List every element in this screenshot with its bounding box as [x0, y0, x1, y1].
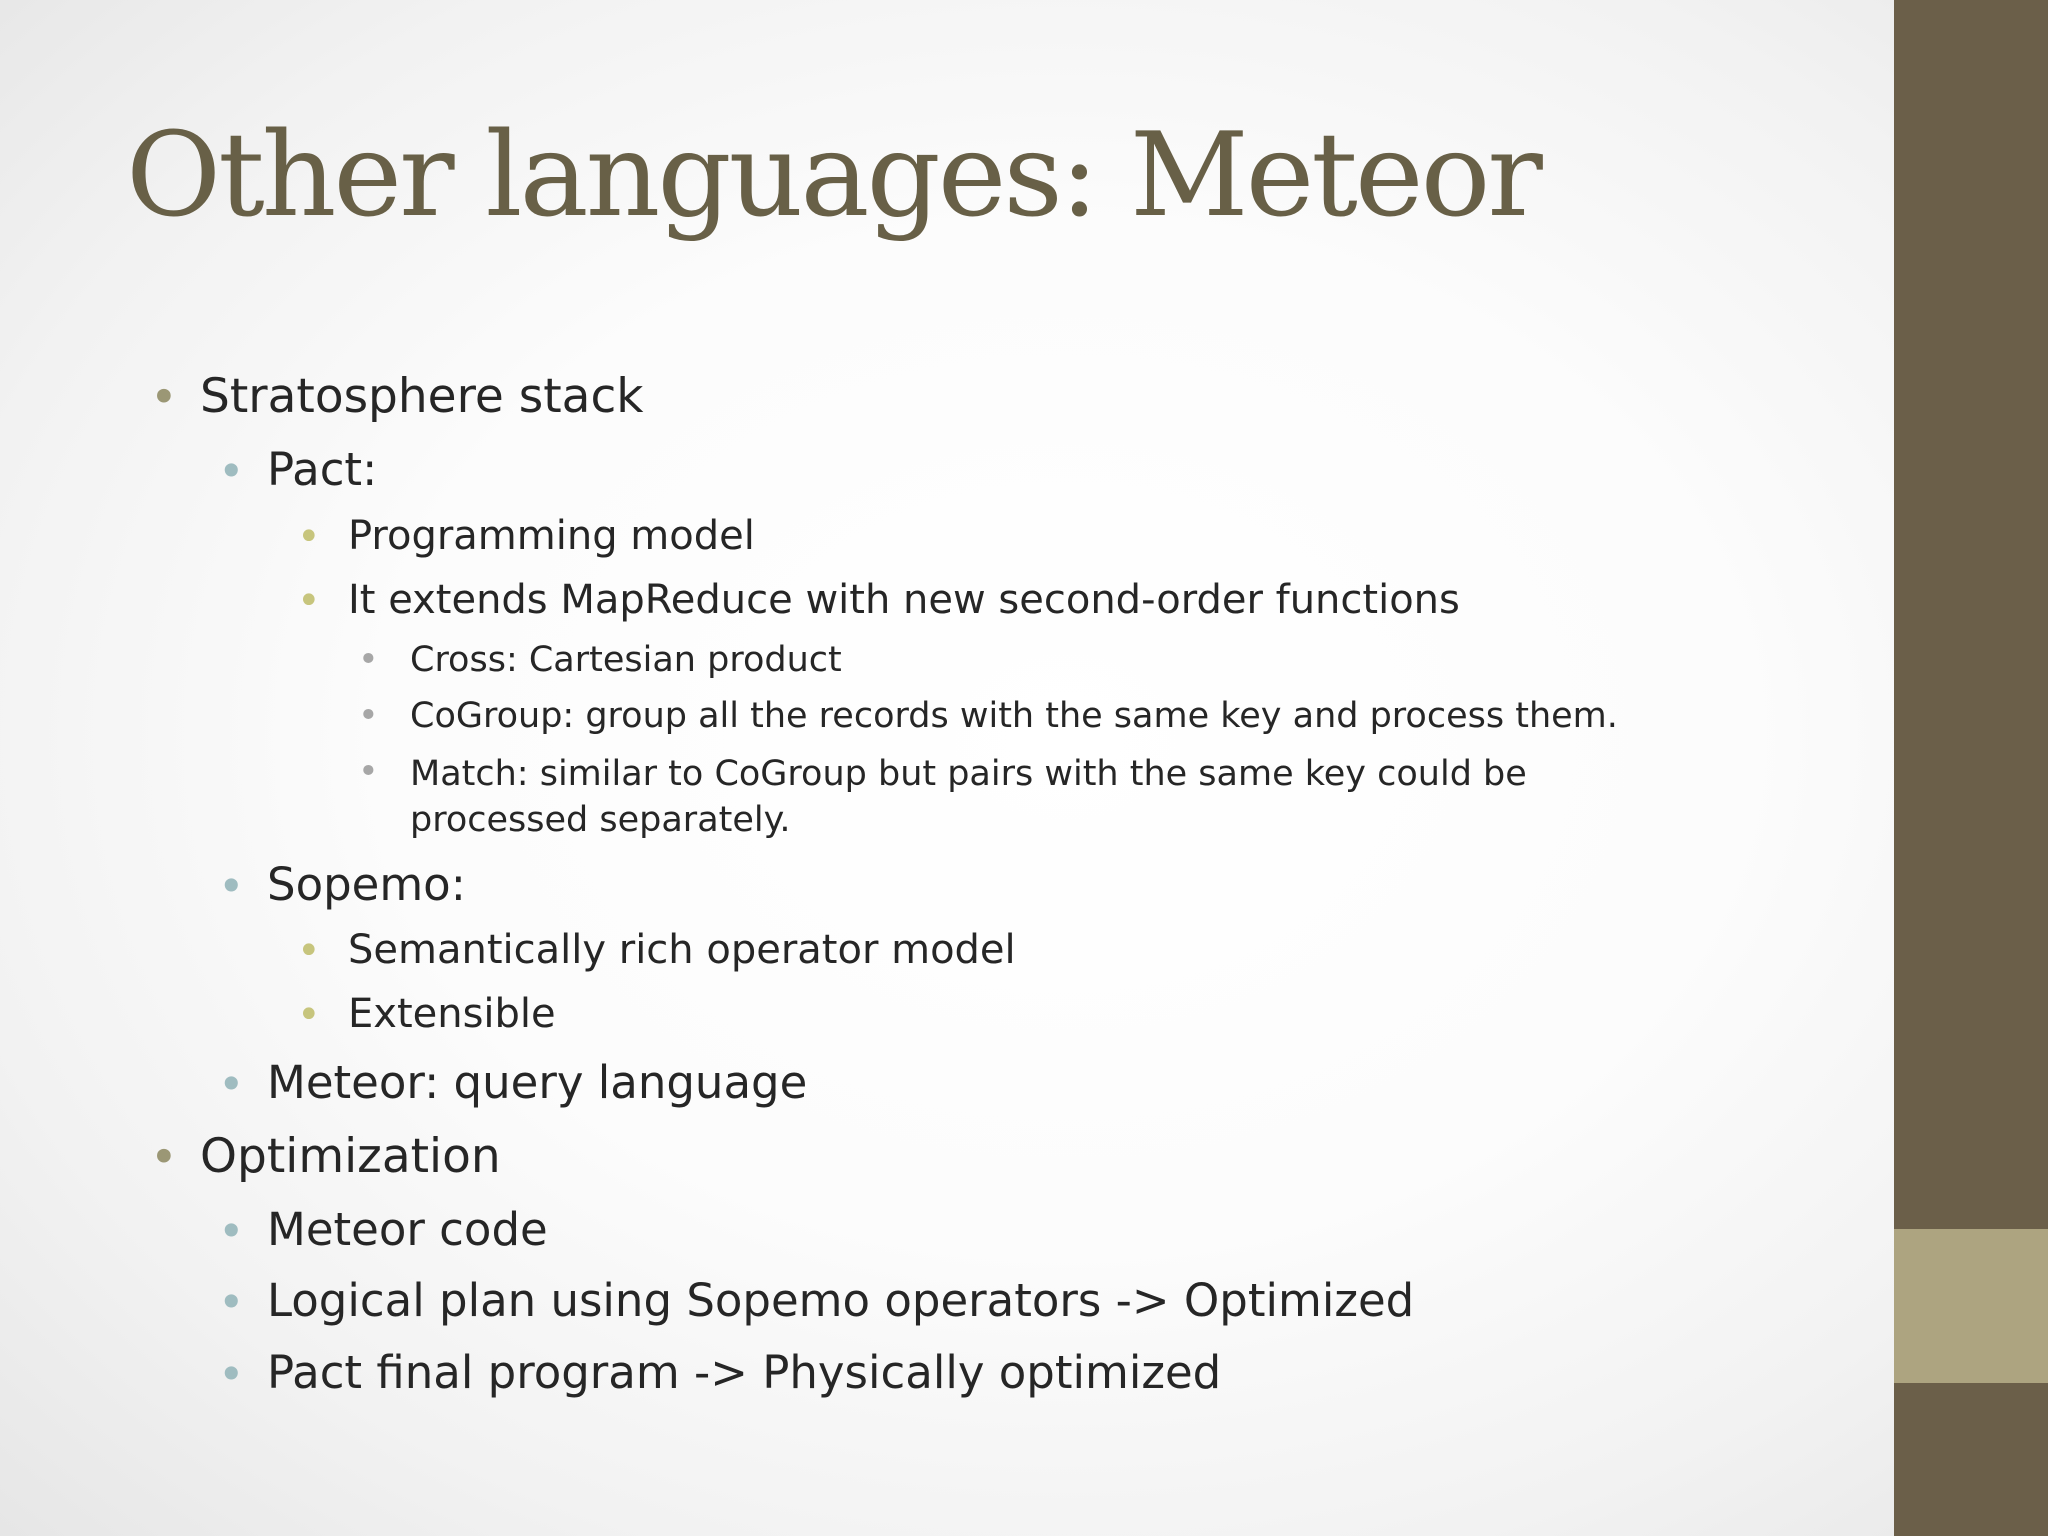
bullet-dot: •: [150, 370, 178, 425]
bullet-item: [358, 752, 1710, 843]
bullet-text: Programming model: [348, 513, 755, 559]
bullet-item: [150, 368, 644, 425]
bullet-dot: •: [218, 445, 245, 498]
bullet-dot: •: [218, 1058, 245, 1111]
bullet-dot: •: [297, 992, 321, 1038]
bullet-item: [218, 1346, 1222, 1401]
bullet-dot: •: [218, 1276, 245, 1329]
bullet-text: Optimization: [200, 1129, 501, 1184]
bullet-text: Semantically rich operator model: [348, 927, 1016, 973]
bullet-text: Sopemo:: [267, 858, 466, 911]
bullet-item: [358, 640, 842, 680]
bullet-text: Pact:: [267, 443, 378, 496]
bullet-text: Meteor: query language: [267, 1056, 808, 1109]
bullet-text: Pact final program -> Physically optimized: [267, 1346, 1222, 1399]
bullet-dot: •: [358, 640, 379, 680]
bullet-item: [218, 1203, 548, 1258]
bullet-item: [297, 577, 1460, 624]
bullet-item: [218, 858, 466, 913]
bullet-dot: •: [358, 752, 379, 792]
bullet-text: It extends MapReduce with new second-order functions: [348, 577, 1460, 623]
bullet-item: [218, 443, 378, 498]
side-bar-accent: [1894, 1229, 2048, 1383]
bullet-dot: •: [358, 696, 379, 736]
bullet-text: Stratosphere stack: [200, 369, 644, 424]
bullet-text: Cross: Cartesian product: [410, 640, 842, 680]
bullet-dot: •: [218, 1205, 245, 1258]
bullet-dot: •: [218, 1348, 245, 1401]
bullet-item: [150, 1128, 501, 1185]
bullet-text: Extensible: [348, 991, 556, 1037]
bullet-item: [218, 1056, 808, 1111]
bullet-item: [297, 991, 556, 1038]
bullet-text: Meteor code: [267, 1203, 548, 1256]
bullet-item: [297, 927, 1016, 974]
bullet-dot: •: [297, 514, 321, 560]
bullet-item: [297, 513, 755, 560]
slide-title: Other languages: Meteor: [126, 108, 1540, 243]
bullet-dot: •: [297, 928, 321, 974]
bullet-text: CoGroup: group all the records with the same key and process them.: [410, 696, 1618, 736]
bullet-dot: •: [218, 860, 245, 913]
bullet-item: [218, 1274, 1415, 1329]
bullet-text: Logical plan using Sopemo operators -> Optimized: [267, 1274, 1415, 1327]
bullet-dot: •: [297, 578, 321, 624]
bullet-dot: •: [150, 1130, 178, 1185]
bullet-text: Match: similar to CoGroup but pairs with the same key could be processed separately.: [410, 754, 1527, 840]
bullet-item: [358, 696, 1618, 736]
